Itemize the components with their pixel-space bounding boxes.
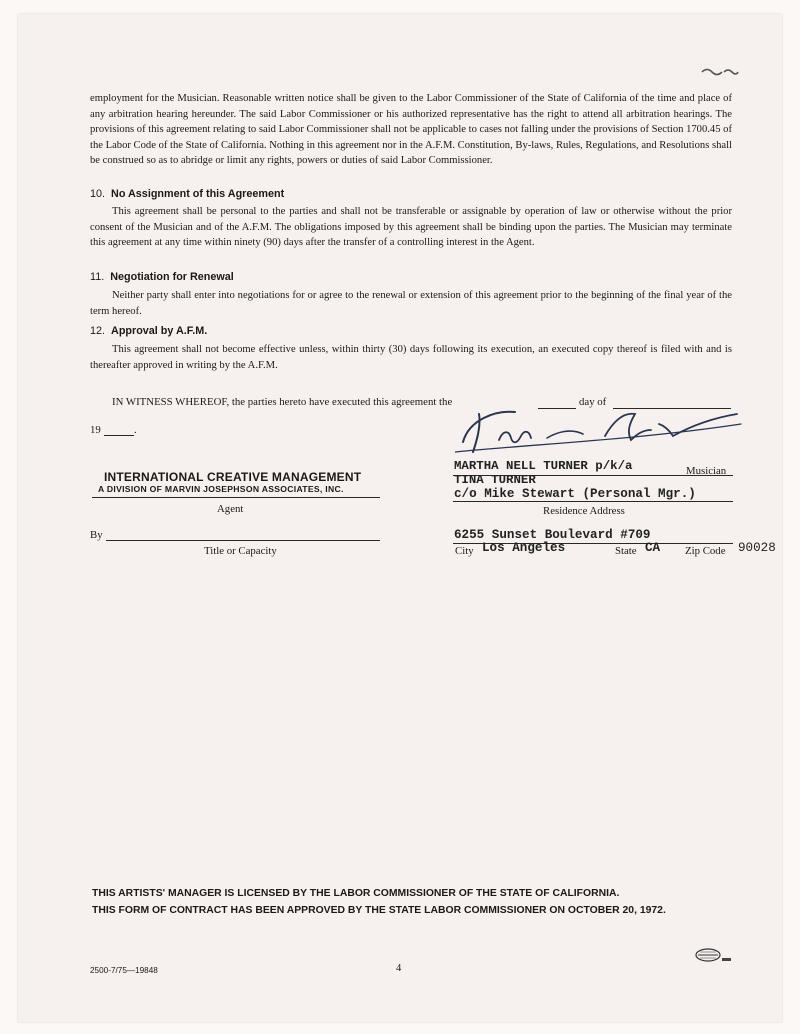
- year-blank-line[interactable]: [104, 435, 134, 436]
- year-prefix: 19: [90, 424, 101, 436]
- day-of-label: day of: [579, 396, 607, 408]
- approval-notice: THIS FORM OF CONTRACT HAS BEEN APPROVED BY THE STATE LABOR COMMISSIONER ON OCTOBER 20, 1972.: [92, 905, 666, 916]
- residence-address-label: Residence Address: [543, 505, 625, 517]
- city-label: City: [455, 545, 474, 557]
- section-number: 12.: [90, 325, 106, 337]
- license-notice: THIS ARTISTS' MANAGER IS LICENSED BY THE LABOR COMMISSIONER OF THE STATE OF CALIFORNIA.: [92, 888, 620, 899]
- zip-value: 90028: [738, 541, 776, 555]
- musician-name-line1: MARTHA NELL TURNER p/k/a: [454, 459, 633, 473]
- agency-name: INTERNATIONAL CREATIVE MANAGEMENT: [104, 470, 362, 484]
- city-value: Los Angeles: [482, 541, 566, 555]
- handwritten-signature-icon: [455, 400, 745, 460]
- musician-name-line2: TINA TURNER: [454, 473, 536, 487]
- section-11-text: Neither party shall enter into negotiations for or agree to the renewal or extension of this agreement prior to the beginning of the final year of the term hereof.: [90, 290, 732, 317]
- care-of-line: c/o Mike Stewart (Personal Mgr.): [454, 487, 696, 501]
- bleed-through-texture: [90, 440, 740, 591]
- section-12-text: This agreement shall not become effective unless, within thirty (30) days following its execution, an executed copy thereof is filed with and is thereafter approved in writing by the A.F.M.: [90, 344, 732, 371]
- street-address: 6255 Sunset Boulevard #709: [454, 528, 651, 542]
- by-label: By: [90, 529, 103, 541]
- section-10-text: This agreement shall be personal to the parties and shall not be transferable or assignable by operation of law or otherwise without the prior consent of the Musician and of the A.F.M. The obligations imposed by this agreement shall be binding upon the parties. The Musician may terminate this agreement at any time within ninety (90) days after the transfer of a controlling interest in the Agent.: [90, 206, 732, 249]
- union-label-bug-icon: [694, 946, 734, 966]
- section-10-heading: [90, 188, 284, 200]
- state-label: State: [615, 545, 637, 557]
- corner-mark-icon: [700, 66, 740, 78]
- section-title: Negotiation for Renewal: [110, 271, 234, 283]
- by-signature-line[interactable]: [106, 540, 380, 541]
- section-number: 10.: [90, 188, 106, 200]
- section-11-heading: [90, 271, 234, 283]
- agent-label: Agent: [217, 503, 244, 515]
- zip-label: Zip Code: [685, 545, 726, 557]
- section-title: Approval by A.F.M.: [111, 325, 208, 337]
- intro-paragraph: employment for the Musician. Reasonable written notice shall be given to the Labor Commissioner of the State of California of the time and place of any arbitration hearing hereunder. The said Labor Commissioner or his authorized representative has the right to attend all arbitration hearings. The provisions of this agreement relating to said Labor Commissioner shall not be applicable to cases not falling under the provisions of Section 1700.45 of the Labor Code of the State of California. Nothing in this agreement nor in the A.F.M. Constitution, By-laws, Rules, Regulations, and Resolutions shall be construed so as to abridge or limit any rights, powers or duties of said Labor Commissioner.: [90, 93, 732, 167]
- year-suffix: .: [134, 424, 137, 436]
- agent-signature-line[interactable]: [92, 497, 380, 498]
- witness-lead-text: IN WITNESS WHEREOF, the parties hereto have executed this agreement the: [112, 396, 453, 408]
- section-12-heading: [90, 325, 207, 337]
- musician-label: Musician: [686, 465, 727, 477]
- section-number: 11.: [90, 271, 105, 283]
- page-number: 4: [396, 963, 402, 974]
- title-capacity-label: Title or Capacity: [204, 545, 277, 557]
- form-number: 2500-7/75—19848: [90, 966, 158, 975]
- state-value: CA: [645, 541, 661, 555]
- section-title: No Assignment of this Agreement: [111, 188, 285, 200]
- care-of-line-rule[interactable]: [453, 501, 733, 502]
- agency-division: A DIVISION OF MARVIN JOSEPHSON ASSOCIATES, INC.: [98, 484, 344, 494]
